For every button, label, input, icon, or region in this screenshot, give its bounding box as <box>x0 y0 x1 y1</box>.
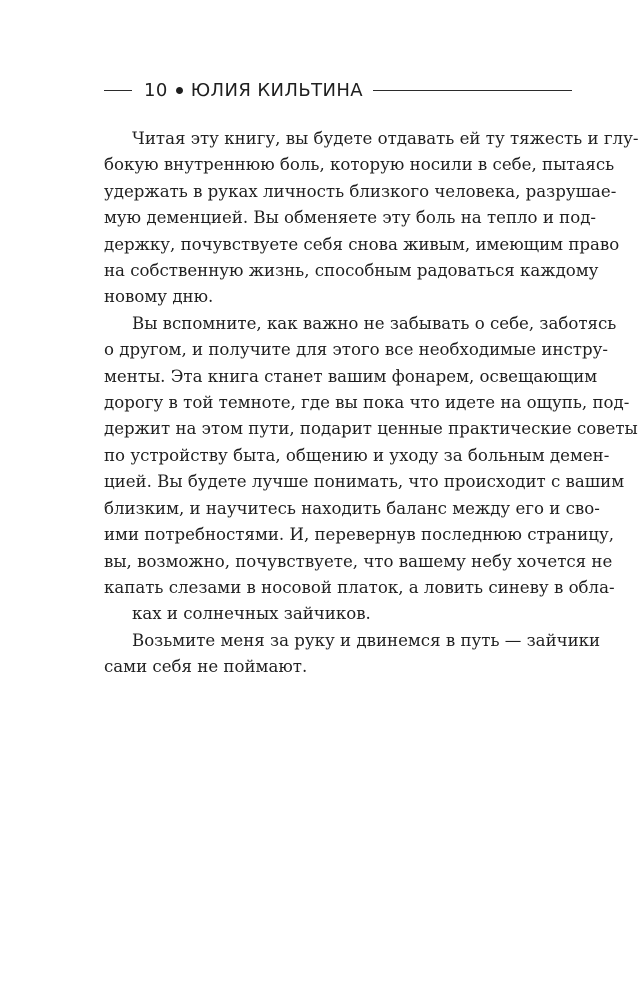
paragraph-2 <box>104 311 638 628</box>
text-line: бокую внутреннюю боль, которую носили в себе, пытаясь <box>104 155 615 175</box>
text-line: новому дню. <box>104 287 214 307</box>
text-line: Вы вспомните, как важно не забывать о себе, заботясь <box>132 313 617 333</box>
text-line: удержать в руках личность близкого человека, разрушае- <box>104 181 617 201</box>
text-line: держку, почувствуете себя снова живым, имеющим право <box>104 234 620 254</box>
text-line: вы, возможно, почувствуете, что вашему небу хочется не <box>104 551 613 571</box>
text-line: по устройству быта, общению и уходу за больным демен- <box>104 445 610 465</box>
bullet-icon <box>176 87 183 94</box>
text-line: капать слезами в носовой платок, а ловить синеву в обла- <box>104 577 615 597</box>
text-line: ках и солнечных зайчиков. <box>132 604 371 624</box>
text-line: о другом, и получите для этого все необходимые инстру- <box>104 340 608 360</box>
text-line: цией. Вы будете лучше понимать, что происходит с вашим <box>104 472 625 492</box>
header-text <box>144 80 363 101</box>
text-line: на собственную жизнь, способным радоваться каждому <box>104 261 599 281</box>
page-number: 10 <box>144 79 168 101</box>
text-line: Читая эту книгу, вы будете отдавать ей ту тяжесть и глу- <box>132 129 639 148</box>
body-text <box>104 126 639 681</box>
text-line: держит на этом пути, подарит ценные практические советы <box>104 419 638 439</box>
text-line: менты. Эта книга станет вашим фонарем, освещающим <box>104 366 598 386</box>
header-rule-left <box>104 90 132 91</box>
running-header <box>104 78 572 102</box>
author-name: ЮЛИЯ КИЛЬТИНА <box>190 79 364 101</box>
paragraph-3 <box>104 628 601 681</box>
text-line: близким, и научитесь находить баланс между его и сво- <box>104 498 600 518</box>
paragraph-1 <box>104 126 639 311</box>
header-rule-right <box>373 90 572 91</box>
text-line: дорогу в той темноте, где вы пока что идете на ощупь, под- <box>104 393 630 413</box>
text-line: сами себя не поймают. <box>104 657 308 677</box>
text-line: Возьмите меня за руку и двинемся в путь — зайчики <box>132 630 601 650</box>
text-line: ими потребностями. И, перевернув последнюю страницу, <box>104 525 615 545</box>
text-line: мую деменцией. Вы обменяете эту боль на тепло и под- <box>104 208 597 228</box>
